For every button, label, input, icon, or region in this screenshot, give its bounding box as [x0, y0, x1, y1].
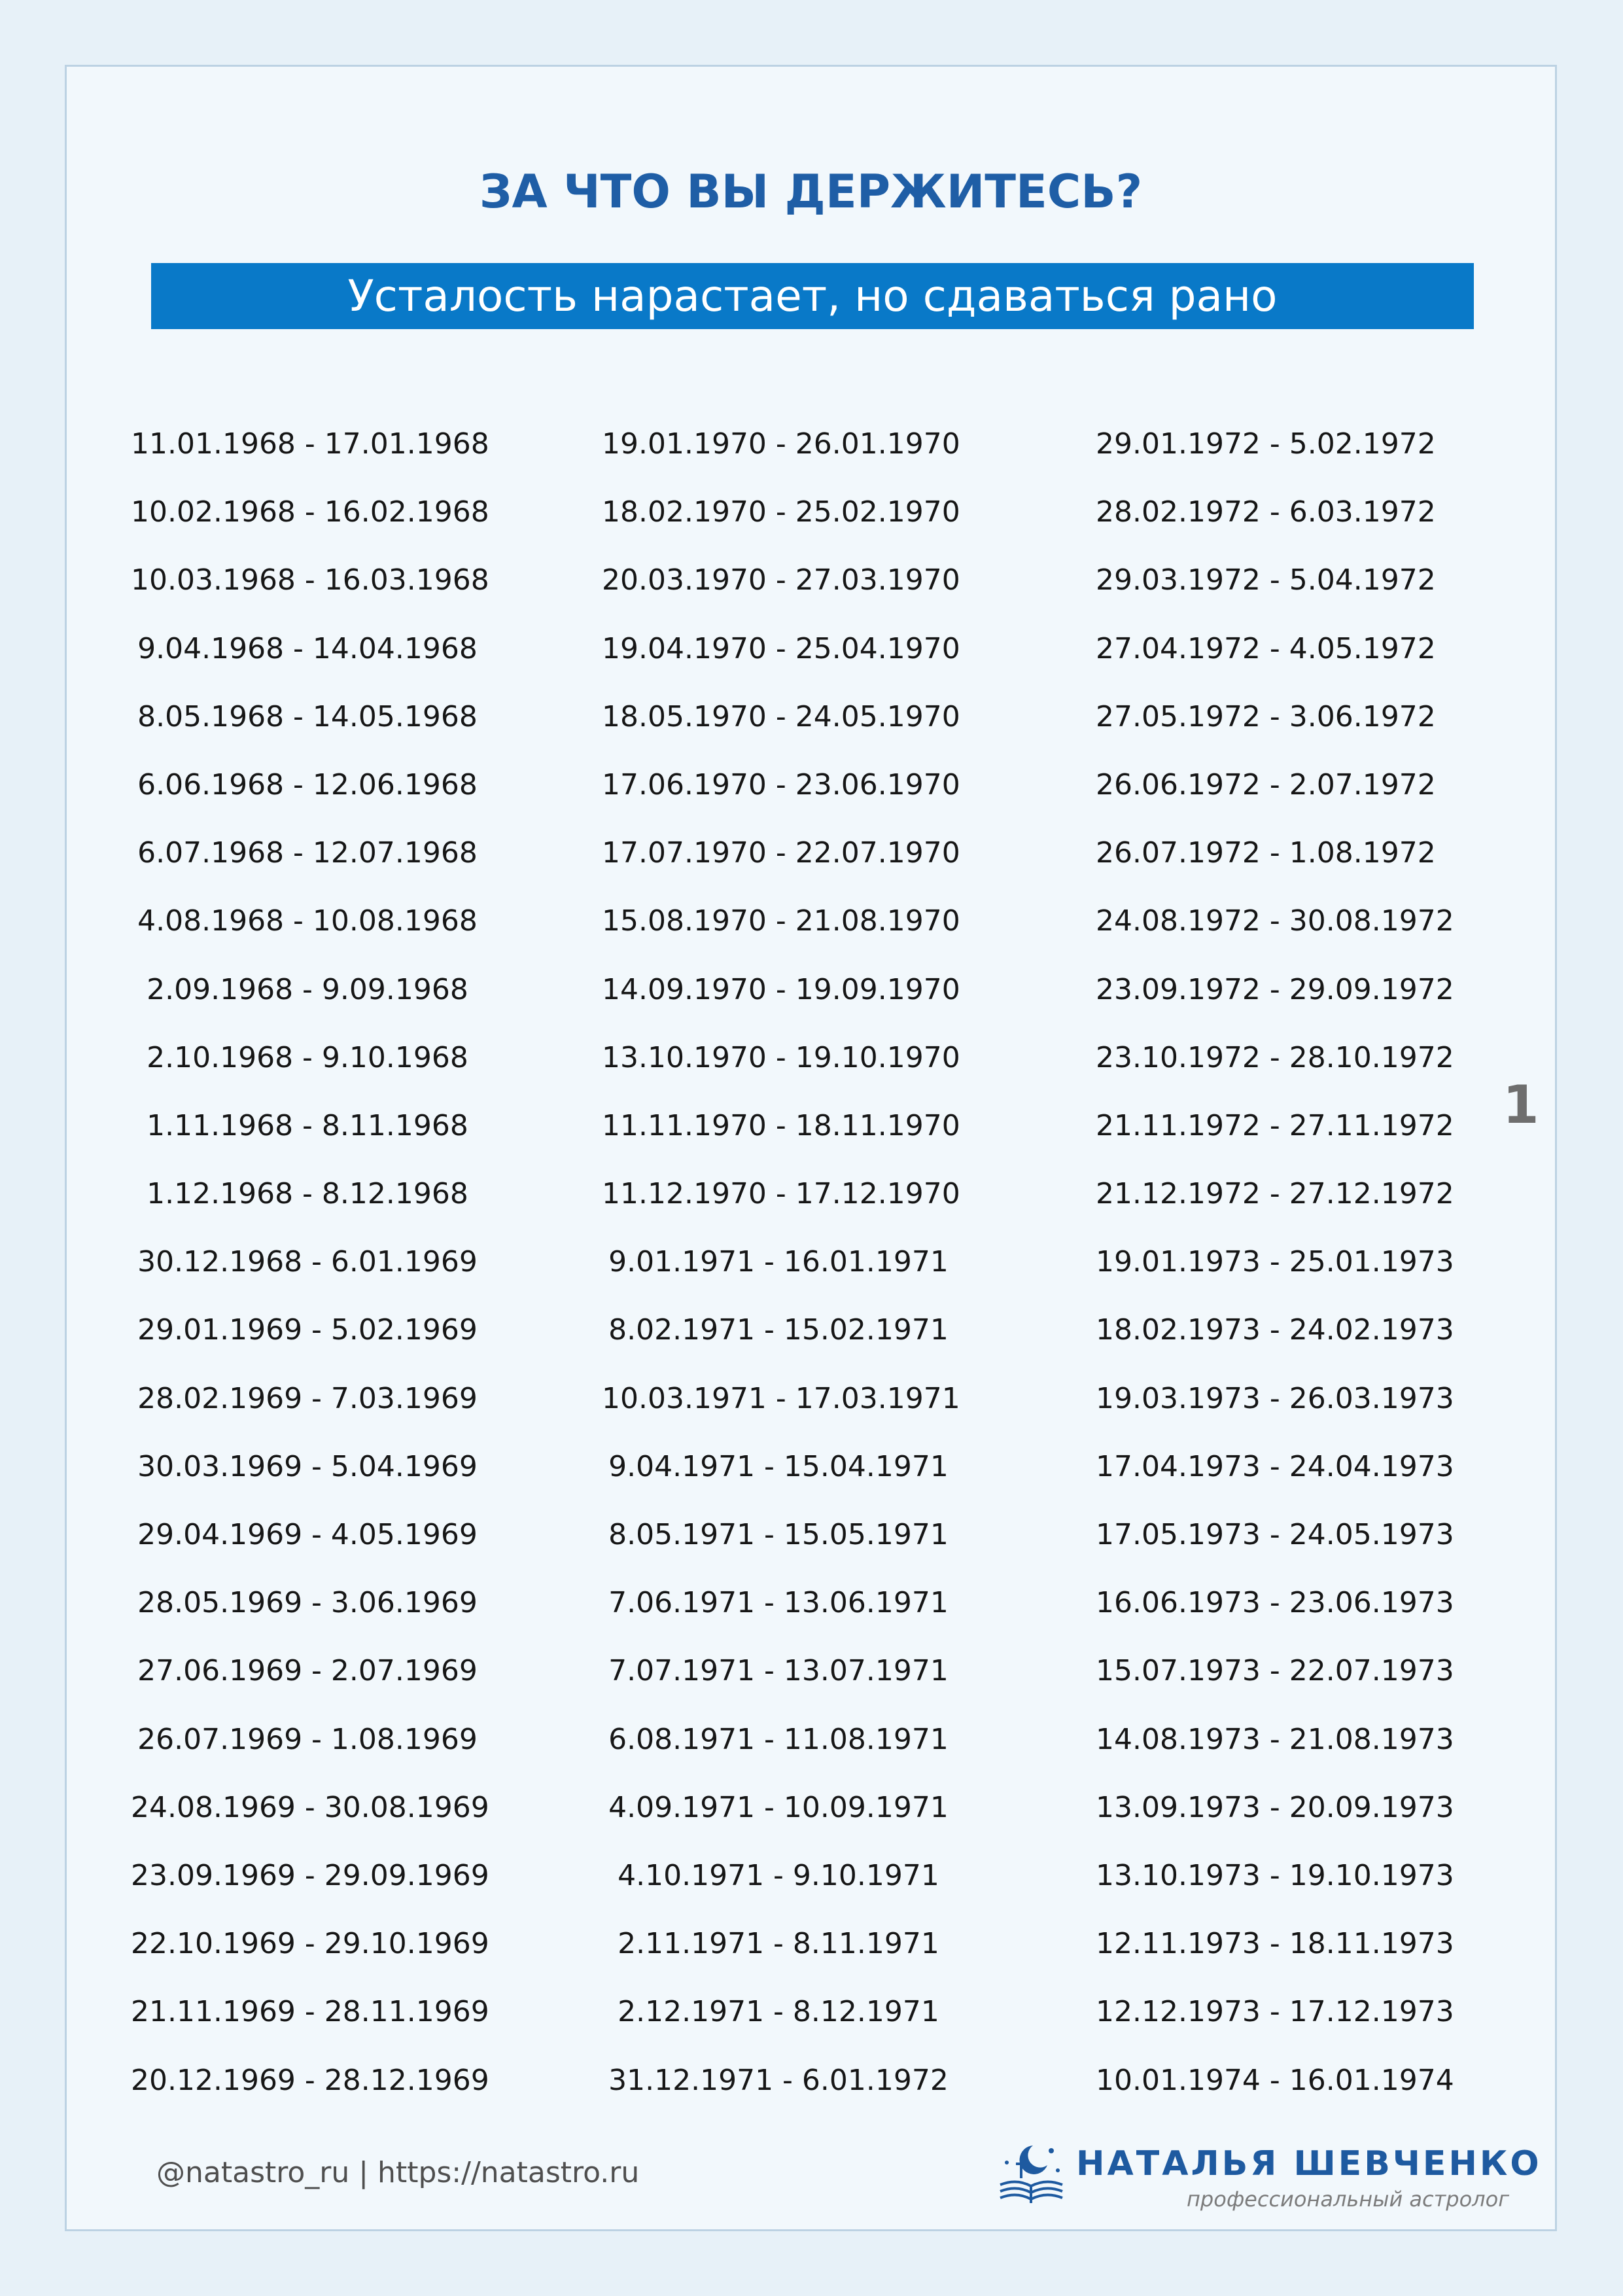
- date-range-item: 15.07.1973 - 22.07.1973: [1096, 1654, 1454, 1688]
- date-range-item: 21.12.1972 - 27.12.1972: [1096, 1177, 1454, 1211]
- brand-name: НАТАЛЬЯ ШЕВЧЕНКО: [1076, 2144, 1542, 2183]
- date-range-item: 2.11.1971 - 8.11.1971: [618, 1927, 939, 1961]
- subtitle-banner: [151, 263, 1474, 329]
- date-range-item: 14.09.1970 - 19.09.1970: [602, 972, 960, 1006]
- date-range-item: 15.08.1970 - 21.08.1970: [602, 904, 960, 938]
- footer-contact: @natastro_ru | https://natastro.ru: [156, 2156, 640, 2189]
- date-range-item: 26.07.1969 - 1.08.1969: [137, 1722, 478, 1756]
- date-range-item: 29.04.1969 - 4.05.1969: [137, 1518, 478, 1551]
- date-range-item: 2.12.1971 - 8.12.1971: [618, 1995, 939, 2029]
- date-range-item: 10.03.1971 - 17.03.1971: [602, 1381, 960, 1415]
- date-range-item: 26.06.1972 - 2.07.1972: [1096, 768, 1436, 802]
- page-title: ЗА ЧТО ВЫ ДЕРЖИТЕСЬ?: [479, 165, 1143, 219]
- date-range-item: 18.05.1970 - 24.05.1970: [602, 699, 960, 733]
- date-column-3: [1073, 410, 1478, 2115]
- date-range-item: 6.06.1968 - 12.06.1968: [137, 768, 478, 802]
- date-range-item: 31.12.1971 - 6.01.1972: [608, 2063, 949, 2097]
- date-range-item: 23.09.1972 - 29.09.1972: [1096, 972, 1454, 1006]
- date-range-item: 13.09.1973 - 20.09.1973: [1096, 1790, 1454, 1824]
- date-range-item: 7.06.1971 - 13.06.1971: [608, 1586, 949, 1620]
- date-range-item: 21.11.1972 - 27.11.1972: [1096, 1108, 1454, 1142]
- date-range-item: 11.12.1970 - 17.12.1970: [602, 1177, 960, 1211]
- date-range-item: 26.07.1972 - 1.08.1972: [1096, 836, 1436, 870]
- date-range-item: 13.10.1970 - 19.10.1970: [602, 1040, 960, 1074]
- date-range-item: 29.01.1972 - 5.02.1972: [1096, 427, 1436, 461]
- date-range-item: 17.07.1970 - 22.07.1970: [602, 836, 960, 870]
- date-range-item: 27.05.1972 - 3.06.1972: [1096, 699, 1436, 733]
- date-column-1: [131, 410, 536, 2115]
- date-range-item: 29.03.1972 - 5.04.1972: [1096, 563, 1436, 597]
- date-range-item: 30.12.1968 - 6.01.1969: [137, 1245, 478, 1279]
- date-range-item: 21.11.1969 - 28.11.1969: [131, 1995, 489, 2029]
- date-range-item: 28.02.1969 - 7.03.1969: [137, 1381, 478, 1415]
- date-range-item: 6.08.1971 - 11.08.1971: [608, 1722, 949, 1756]
- date-range-item: 10.02.1968 - 16.02.1968: [131, 495, 489, 529]
- brand-tagline: профессиональный астролог: [1187, 2187, 1509, 2212]
- date-range-item: 23.09.1969 - 29.09.1969: [131, 1858, 489, 1892]
- brand-block: [994, 2138, 1542, 2212]
- date-range-item: 13.10.1973 - 19.10.1973: [1096, 1858, 1454, 1892]
- date-range-item: 14.08.1973 - 21.08.1973: [1096, 1722, 1454, 1756]
- date-range-item: 16.06.1973 - 23.06.1973: [1096, 1586, 1454, 1620]
- date-range-item: 9.04.1971 - 15.04.1971: [608, 1449, 949, 1483]
- date-range-item: 7.07.1971 - 13.07.1971: [608, 1654, 949, 1688]
- date-range-item: 8.05.1968 - 14.05.1968: [137, 699, 478, 733]
- date-range-item: 1.11.1968 - 8.11.1968: [147, 1108, 468, 1142]
- date-range-item: 20.03.1970 - 27.03.1970: [602, 563, 960, 597]
- date-range-item: 12.11.1973 - 18.11.1973: [1096, 1927, 1454, 1961]
- page-number: 1: [1503, 1074, 1539, 1135]
- date-range-item: 22.10.1969 - 29.10.1969: [131, 1927, 489, 1961]
- date-range-item: 9.01.1971 - 16.01.1971: [608, 1245, 949, 1279]
- date-range-item: 2.09.1968 - 9.09.1968: [147, 972, 468, 1006]
- date-range-item: 17.05.1973 - 24.05.1973: [1096, 1518, 1454, 1551]
- date-range-item: 17.04.1973 - 24.04.1973: [1096, 1449, 1454, 1483]
- subtitle-text: Усталость нарастает, но сдаваться рано: [347, 271, 1278, 321]
- date-range-item: 27.06.1969 - 2.07.1969: [137, 1654, 478, 1688]
- date-range-item: 1.12.1968 - 8.12.1968: [147, 1177, 468, 1211]
- date-range-item: 11.11.1970 - 18.11.1970: [602, 1108, 960, 1142]
- date-range-item: 8.02.1971 - 15.02.1971: [608, 1313, 949, 1347]
- date-range-item: 17.06.1970 - 23.06.1970: [602, 768, 960, 802]
- date-range-item: 19.03.1973 - 26.03.1973: [1096, 1381, 1454, 1415]
- date-range-item: 28.02.1972 - 6.03.1972: [1096, 495, 1436, 529]
- date-range-item: 24.08.1972 - 30.08.1972: [1096, 904, 1454, 938]
- date-range-item: 10.01.1974 - 16.01.1974: [1096, 2063, 1454, 2097]
- date-range-item: 28.05.1969 - 3.06.1969: [137, 1586, 478, 1620]
- date-range-item: 2.10.1968 - 9.10.1968: [147, 1040, 468, 1074]
- date-range-item: 9.04.1968 - 14.04.1968: [137, 631, 478, 665]
- date-range-item: 4.08.1968 - 10.08.1968: [137, 904, 478, 938]
- date-range-item: 20.12.1969 - 28.12.1969: [131, 2063, 489, 2097]
- date-range-item: 27.04.1972 - 4.05.1972: [1096, 631, 1436, 665]
- date-range-item: 18.02.1970 - 25.02.1970: [602, 495, 960, 529]
- date-range-item: 30.03.1969 - 5.04.1969: [137, 1449, 478, 1483]
- date-range-item: 8.05.1971 - 15.05.1971: [608, 1518, 949, 1551]
- date-range-item: 12.12.1973 - 17.12.1973: [1096, 1995, 1454, 2029]
- date-range-item: 24.08.1969 - 30.08.1969: [131, 1790, 489, 1824]
- date-range-item: 10.03.1968 - 16.03.1968: [131, 563, 489, 597]
- date-range-item: 18.02.1973 - 24.02.1973: [1096, 1313, 1454, 1347]
- date-range-item: 4.09.1971 - 10.09.1971: [608, 1790, 949, 1824]
- date-range-item: 11.01.1968 - 17.01.1968: [131, 427, 489, 461]
- date-range-item: 6.07.1968 - 12.07.1968: [137, 836, 478, 870]
- date-range-item: 4.10.1971 - 9.10.1971: [618, 1858, 939, 1892]
- date-column-2: [602, 410, 1007, 2115]
- date-range-item: 19.01.1970 - 26.01.1970: [602, 427, 960, 461]
- date-range-item: 19.04.1970 - 25.04.1970: [602, 631, 960, 665]
- date-range-item: 19.01.1973 - 25.01.1973: [1096, 1245, 1454, 1279]
- date-range-item: 23.10.1972 - 28.10.1972: [1096, 1040, 1454, 1074]
- document-page: [65, 65, 1557, 2231]
- astrologer-logo-icon: [994, 2138, 1069, 2210]
- date-range-item: 29.01.1969 - 5.02.1969: [137, 1313, 478, 1347]
